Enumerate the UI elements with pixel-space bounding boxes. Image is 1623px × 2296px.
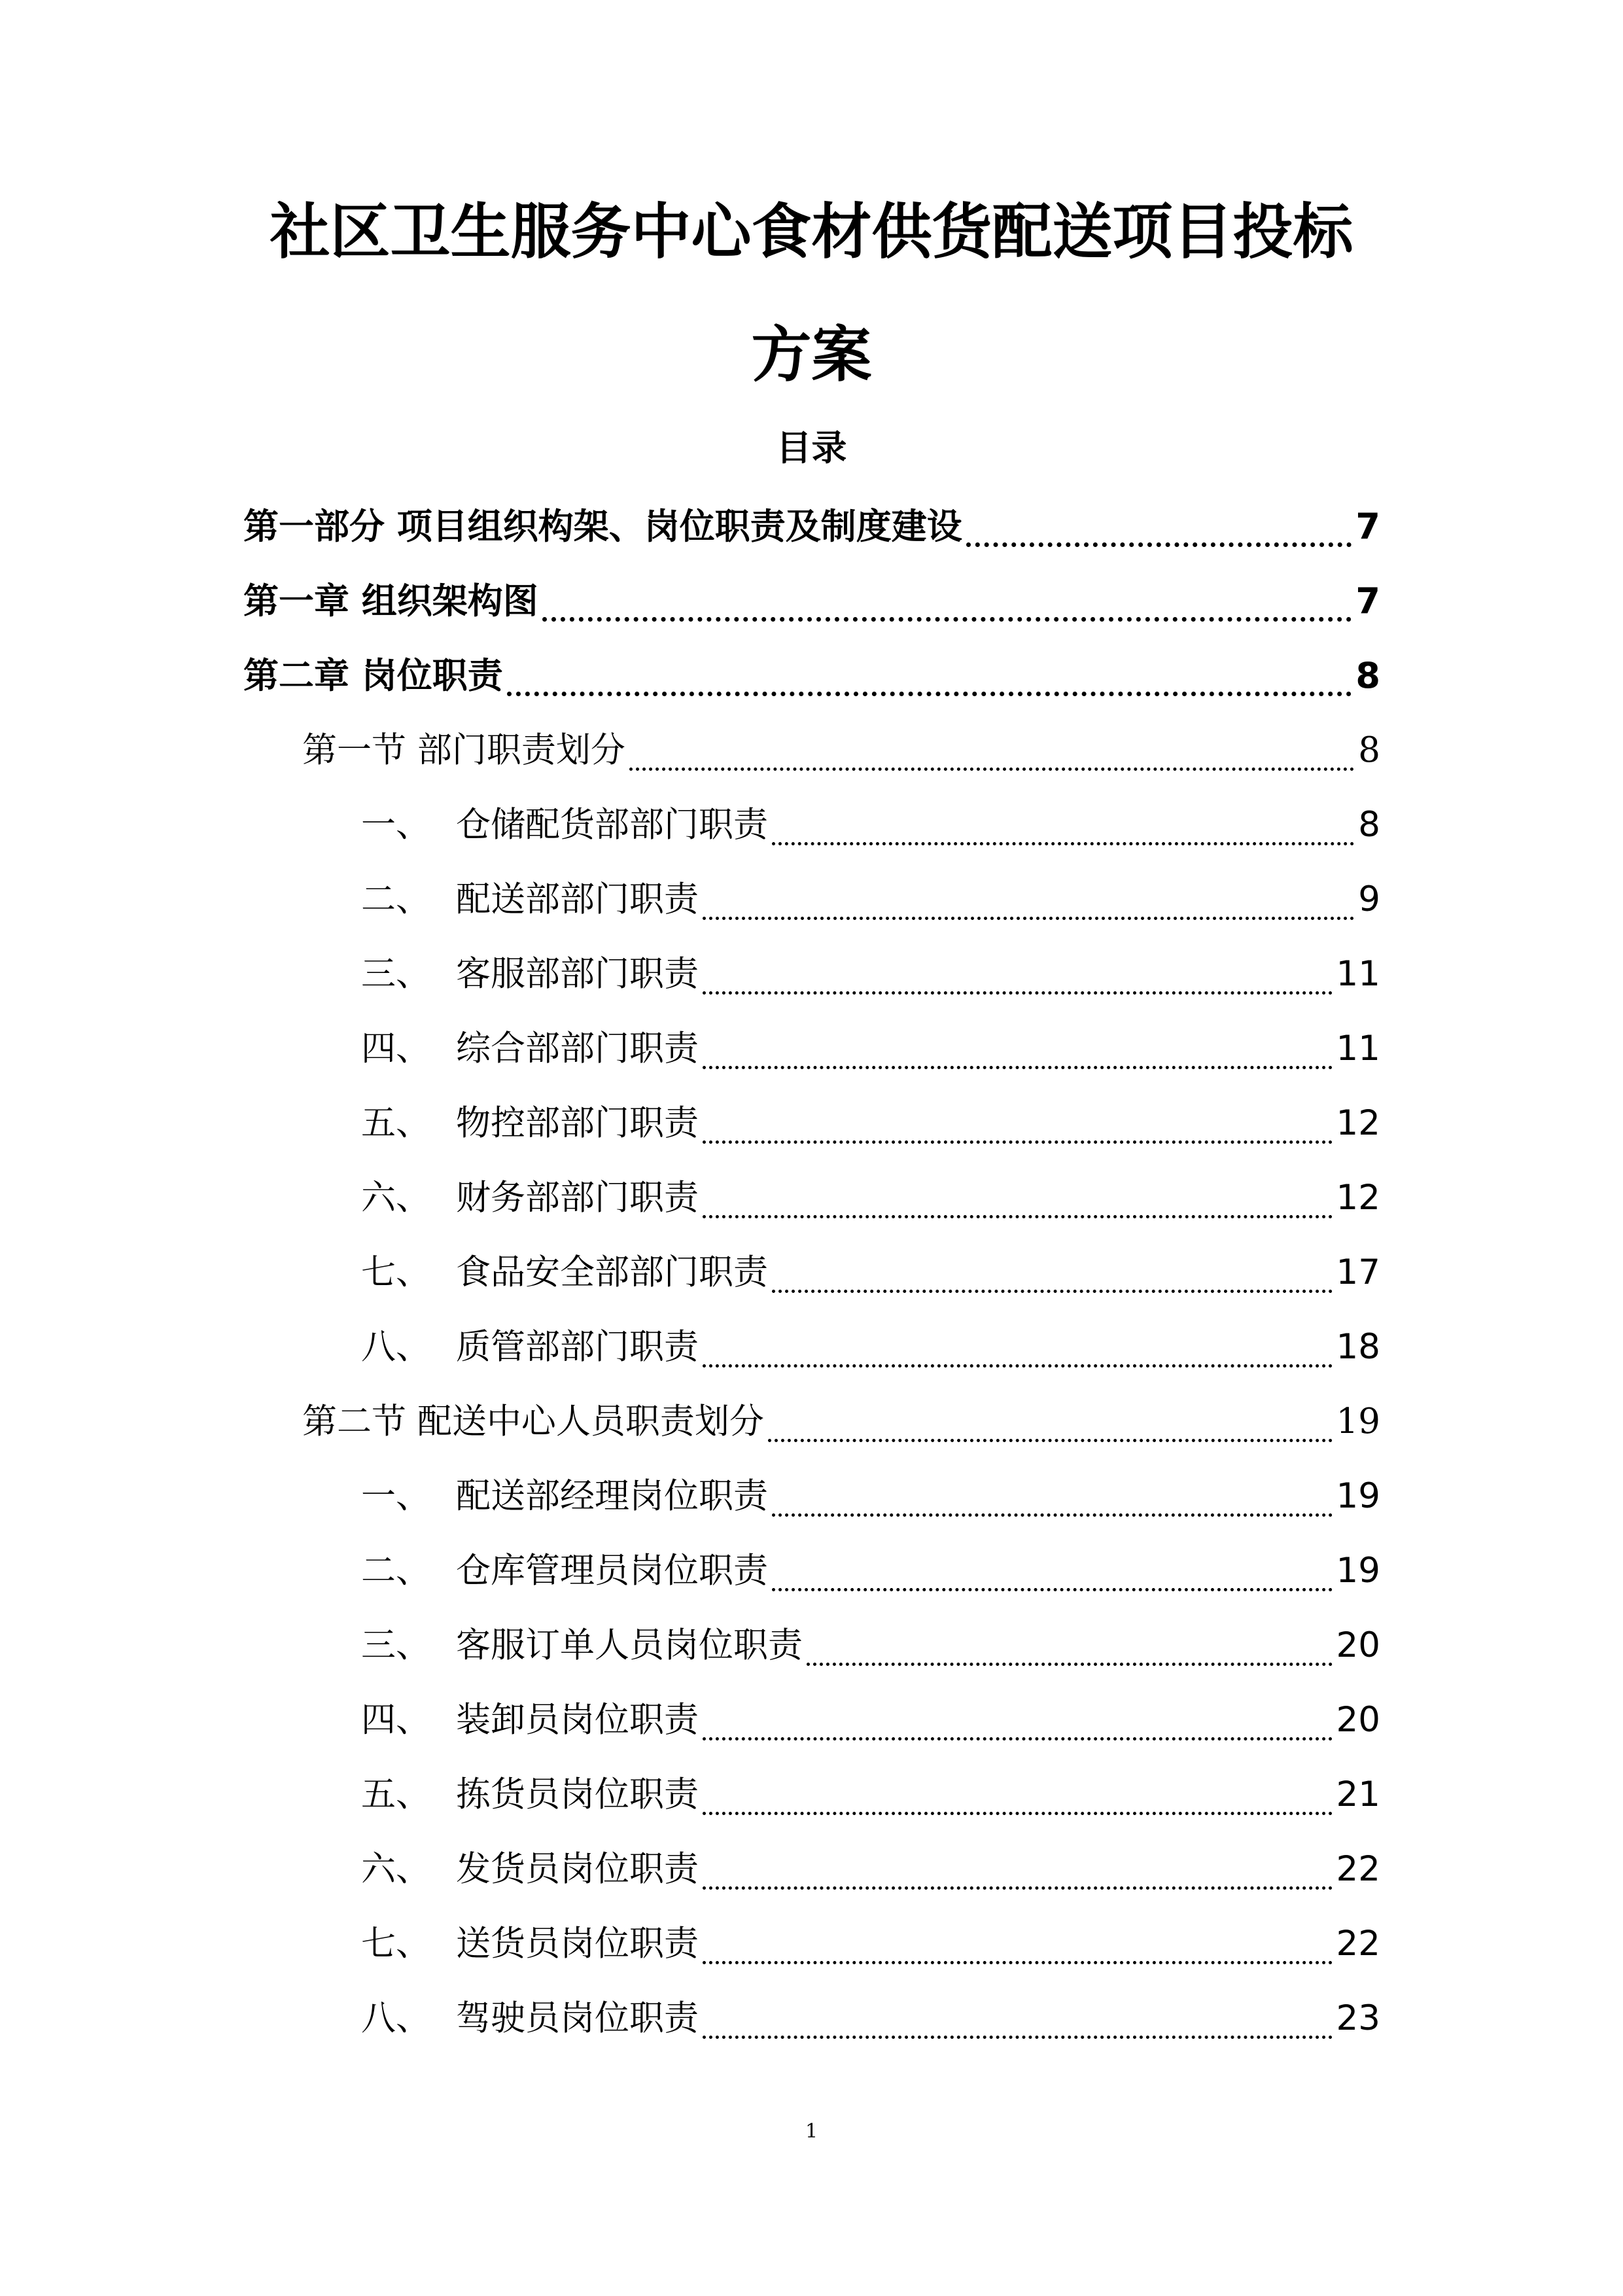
toc-entry[interactable] <box>243 1841 1380 1916</box>
toc-leader-dots <box>807 1663 1333 1666</box>
toc-leader-dots <box>703 1886 1333 1890</box>
toc-entry-number: 四、 <box>361 1029 430 1069</box>
toc-entry-title: 第二节 配送中心人员职责划分 <box>302 1402 764 1441</box>
toc-entry-title: 质管部部门职责 <box>456 1327 699 1367</box>
toc-entry-title: 送货员岗位职责 <box>456 1924 699 1964</box>
toc-entry-number: 五、 <box>361 1775 430 1814</box>
toc-entry-page: 22 <box>1336 1924 1380 1964</box>
toc-entry-title: 发货员岗位职责 <box>456 1849 699 1889</box>
toc-entry-number: 五、 <box>361 1103 430 1143</box>
toc-entry-page: 19 <box>1336 1476 1380 1516</box>
toc-leader-dots <box>507 692 1352 696</box>
toc-entry-page: 11 <box>1336 954 1380 994</box>
toc-leader-dots <box>772 1588 1333 1591</box>
toc-entry[interactable] <box>243 573 1380 648</box>
toc-entry[interactable] <box>243 1245 1380 1319</box>
toc-entry-number: 二、 <box>361 1551 430 1591</box>
toc-leader-dots <box>703 1140 1333 1144</box>
toc-leader-dots <box>703 917 1354 920</box>
toc-entry[interactable] <box>243 1692 1380 1767</box>
toc-entry-page: 8 <box>1358 730 1380 770</box>
toc-entry-number: 四、 <box>361 1700 430 1740</box>
toc-entry-page: 8 <box>1358 805 1380 845</box>
toc-entry-page: 21 <box>1336 1775 1380 1814</box>
page-number: 1 <box>805 2120 818 2143</box>
toc-leader-dots <box>772 1513 1333 1517</box>
toc-entry[interactable] <box>243 1916 1380 1990</box>
toc-entry[interactable] <box>243 1394 1380 1468</box>
toc-entry[interactable] <box>243 946 1380 1021</box>
toc-entry-page: 20 <box>1336 1625 1380 1665</box>
toc-entry-title: 客服部部门职责 <box>456 954 699 994</box>
toc-entry-title: 仓储配货部部门职责 <box>456 805 768 845</box>
toc-entry-title: 第二章 岗位职责 <box>243 655 503 696</box>
toc-entry-page: 12 <box>1336 1103 1380 1143</box>
toc-entry[interactable] <box>243 648 1380 722</box>
toc-entry[interactable] <box>243 1990 1380 2065</box>
toc-leader-dots <box>703 2036 1333 2039</box>
toc-entry[interactable] <box>243 1468 1380 1543</box>
toc-entry-title: 物控部部门职责 <box>456 1103 699 1143</box>
toc-entry[interactable] <box>243 797 1380 872</box>
toc-entry-title: 第一节 部门职责划分 <box>302 730 625 770</box>
toc-entry[interactable] <box>243 1170 1380 1245</box>
toc-entry-title: 拣货员岗位职责 <box>456 1775 699 1814</box>
toc-entry-number: 八、 <box>361 1327 430 1367</box>
toc-entry-title: 配送部部门职责 <box>456 879 699 919</box>
toc-entry-number: 三、 <box>361 954 430 994</box>
toc-leader-dots <box>542 617 1352 622</box>
toc-entry[interactable] <box>243 1543 1380 1617</box>
toc-entry-page: 7 <box>1355 580 1380 622</box>
toc-leader-dots <box>768 1439 1333 1442</box>
toc-leader-dots <box>772 1290 1333 1293</box>
toc-entry-title: 财务部部门职责 <box>456 1178 699 1218</box>
toc-entry[interactable] <box>243 1617 1380 1692</box>
toc-entry-number: 一、 <box>361 1476 430 1516</box>
toc-entry-page: 19 <box>1336 1551 1380 1591</box>
toc-leader-dots <box>703 1961 1333 1964</box>
toc-entry-number: 七、 <box>361 1924 430 1964</box>
toc-entry-page: 18 <box>1336 1327 1380 1367</box>
toc-leader-dots <box>703 1737 1333 1740</box>
toc-entry[interactable] <box>243 1021 1380 1095</box>
toc-entry[interactable] <box>243 1095 1380 1170</box>
toc-entry-title: 第一部分 项目组织构架、岗位职责及制度建设 <box>243 506 962 547</box>
toc-entry-number: 七、 <box>361 1252 430 1292</box>
toc-entry-page: 19 <box>1336 1402 1380 1441</box>
toc-entry[interactable] <box>243 722 1380 797</box>
document-title-line-2: 方案 <box>751 320 872 390</box>
toc-leader-dots <box>703 991 1333 995</box>
toc-heading: 目录 <box>776 427 847 468</box>
toc-entry-page: 9 <box>1358 879 1380 919</box>
toc-entry-number: 二、 <box>361 879 430 919</box>
toc-entry-title: 食品安全部部门职责 <box>456 1252 768 1292</box>
toc-leader-dots <box>703 1364 1333 1368</box>
toc-entry-page: 22 <box>1336 1849 1380 1889</box>
toc-leader-dots <box>772 842 1354 845</box>
toc-entry-number: 三、 <box>361 1625 430 1665</box>
toc-entry[interactable] <box>243 1767 1380 1841</box>
toc-entry-page: 23 <box>1336 1998 1380 2038</box>
toc-entry-title: 驾驶员岗位职责 <box>456 1998 699 2038</box>
toc-entry-title: 仓库管理员岗位职责 <box>456 1551 768 1591</box>
toc-entry[interactable] <box>243 872 1380 946</box>
toc-entry[interactable] <box>243 499 1380 573</box>
toc-entry-number: 八、 <box>361 1998 430 2038</box>
toc-entry-number: 一、 <box>361 805 430 845</box>
toc-entry-title: 装卸员岗位职责 <box>456 1700 699 1740</box>
toc-entry-title: 客服订单人员岗位职责 <box>456 1625 803 1665</box>
toc-entry-title: 第一章 组织架构图 <box>243 580 538 622</box>
toc-entry-page: 12 <box>1336 1178 1380 1218</box>
toc-entry-title: 综合部部门职责 <box>456 1029 699 1069</box>
toc-leader-dots <box>966 542 1352 547</box>
toc-entry-page: 8 <box>1355 655 1380 696</box>
toc-entry[interactable] <box>243 1319 1380 1394</box>
toc-leader-dots <box>703 1066 1333 1069</box>
toc-entry-page: 20 <box>1336 1700 1380 1740</box>
toc-entry-title: 配送部经理岗位职责 <box>456 1476 768 1516</box>
toc-entry-number: 六、 <box>361 1178 430 1218</box>
toc-entry-page: 17 <box>1336 1252 1380 1292</box>
toc-entry-page: 11 <box>1336 1029 1380 1069</box>
toc-entry-number: 六、 <box>361 1849 430 1889</box>
toc-entry-page: 7 <box>1355 506 1380 547</box>
toc-leader-dots <box>703 1215 1333 1218</box>
table-of-contents <box>243 499 1380 2065</box>
document-title-line-1: 社区卫生服务中心食材供货配送项目投标 <box>270 197 1353 267</box>
toc-leader-dots <box>629 768 1354 771</box>
toc-leader-dots <box>703 1812 1333 1815</box>
